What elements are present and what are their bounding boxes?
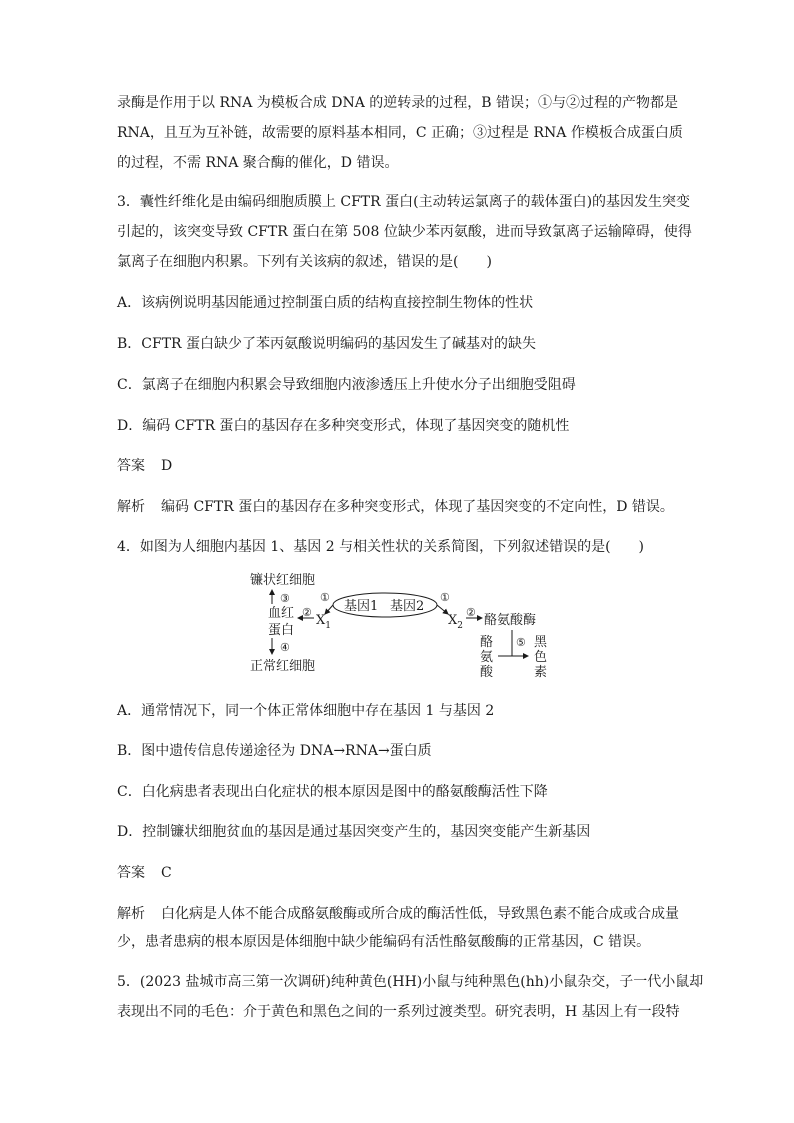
label-tyrosine-3: 酸 (480, 665, 494, 678)
label-melanin-1: 黑 (534, 635, 548, 650)
label-x1: $X_1$ (316, 613, 331, 631)
q3-analysis (117, 497, 674, 517)
label-gene1: 基因1 (344, 599, 379, 614)
q3-option-d: D．编码 CFTR 蛋白的基因存在多种突变形式，体现了基因突变的随机性 (117, 418, 570, 434)
q4-option-b: B．图中遗传信息传递途径为 DNA→RNA→蛋白质 (117, 743, 432, 759)
label-step2-left: ② (302, 606, 312, 619)
q4-answer (117, 863, 172, 883)
label-melanin-2: 色 (534, 650, 548, 665)
intro-line-3: 的过程，不需 RNA 聚合酶的催化，D 错误。 (117, 155, 399, 171)
label-step5: ⑤ (516, 636, 526, 649)
q3-option-c: C．氯离子在细胞内积累会导致细胞内液渗透压上升使水分子出细胞受阻碍 (117, 377, 576, 393)
label-tyrosine-1: 酪 (480, 635, 494, 650)
q4-analysis-line-2: 少，患者患病的根本原因是体细胞中缺少能编码有活性酪氨酸酶的正常基因，C 错误。 (117, 934, 651, 950)
q3-stem-line-3: 氯离子在细胞内积累。下列有关该病的叙述，错误的是( ) (117, 254, 492, 270)
q5-stem-line-1: 5．(2023 盐城市高三第一次调研)纯种黄色(HH)小鼠与纯种黑色(hh)小鼠杂交，子一代小鼠却 (117, 974, 704, 990)
analysis-text: 编码 CFTR 蛋白的基因存在多种突变形式，体现了基因突变的不定向性，D 错误。 (161, 499, 674, 515)
q3-option-b: B．CFTR 蛋白缺少了苯丙氨酸说明编码的基因发生了碱基对的缺失 (117, 336, 537, 352)
label-melanin-3: 素 (534, 665, 548, 678)
label-tyrosine-2: 氨 (480, 650, 494, 665)
answer-label: 答案 (117, 458, 145, 474)
analysis-label: 解析 (117, 906, 145, 922)
label-step2-right: ② (466, 606, 476, 619)
label-hemoglobin-2: 蛋白 (268, 623, 295, 638)
q4-option-c: C．白化病患者表现出白化症状的根本原因是图中的酪氨酸酶活性下降 (117, 784, 548, 800)
gene-trait-diagram (240, 568, 560, 678)
label-gene2: 基因2 (390, 599, 425, 614)
label-normal-cell: 正常红细胞 (250, 659, 316, 674)
answer-value: D (161, 458, 173, 474)
answer-label: 答案 (117, 865, 145, 881)
label-step1-left: ① (320, 591, 330, 604)
q3-option-a: A．该病例说明基因能通过控制蛋白质的结构直接控制生物体的性状 (117, 295, 534, 311)
intro-line-1: 录酶是作用于以 RNA 为模板合成 DNA 的逆转录的过程，B 错误；①与②过程的产物都是 (117, 95, 679, 111)
q4-option-a: A．通常情况下，同一个体正常体细胞中存在基因 1 与基因 2 (117, 703, 495, 719)
answer-value: C (161, 865, 172, 881)
q3-answer (117, 456, 172, 476)
label-step3: ③ (280, 592, 290, 605)
label-step1-right: ① (440, 591, 450, 604)
q4-option-d: D．控制镰状细胞贫血的基因是通过基因突变产生的，基因突变能产生新基因 (117, 824, 591, 840)
label-hemoglobin-1: 血红 (268, 606, 295, 621)
q4-stem-line-1: 4．如图为人细胞内基因 1、基因 2 与相关性状的关系简图，下列叙述错误的是( ) (117, 539, 644, 555)
q3-stem-line-1: 3．囊性纤维化是由编码细胞质膜上 CFTR 蛋白(主动转运氯离子的载体蛋白)的基因发生突变 (117, 194, 691, 210)
label-sickle-cell: 镰状红细胞 (250, 573, 316, 588)
analysis-text: 白化病是人体不能合成酪氨酸酶或所合成的酶活性低，导致黑色素不能合成或合成量 (161, 906, 679, 922)
q5-stem-line-2: 表现出不同的毛色：介于黄色和黑色之间的一系列过渡类型。研究表明，H 基因上有一段特 (117, 1004, 680, 1020)
label-tyrosinase: 酪氨酸酶 (484, 613, 537, 628)
q4-analysis-line-1 (117, 904, 679, 924)
label-step4: ④ (280, 641, 290, 654)
label-x2: $X_2$ (448, 613, 463, 631)
q3-stem-line-2: 引起的，该突变导致 CFTR 蛋白在第 508 位缺少苯丙氨酸，进而导致氯离子运输障碍，使得 (117, 224, 692, 240)
analysis-label: 解析 (117, 499, 145, 515)
arrow-step1-right (437, 605, 448, 614)
intro-line-2: RNA，且互为互补链，故需要的原料基本相同，C 正确；③过程是 RNA 作模板合成蛋白质 (117, 125, 683, 141)
arrow-step1-left (325, 605, 333, 614)
